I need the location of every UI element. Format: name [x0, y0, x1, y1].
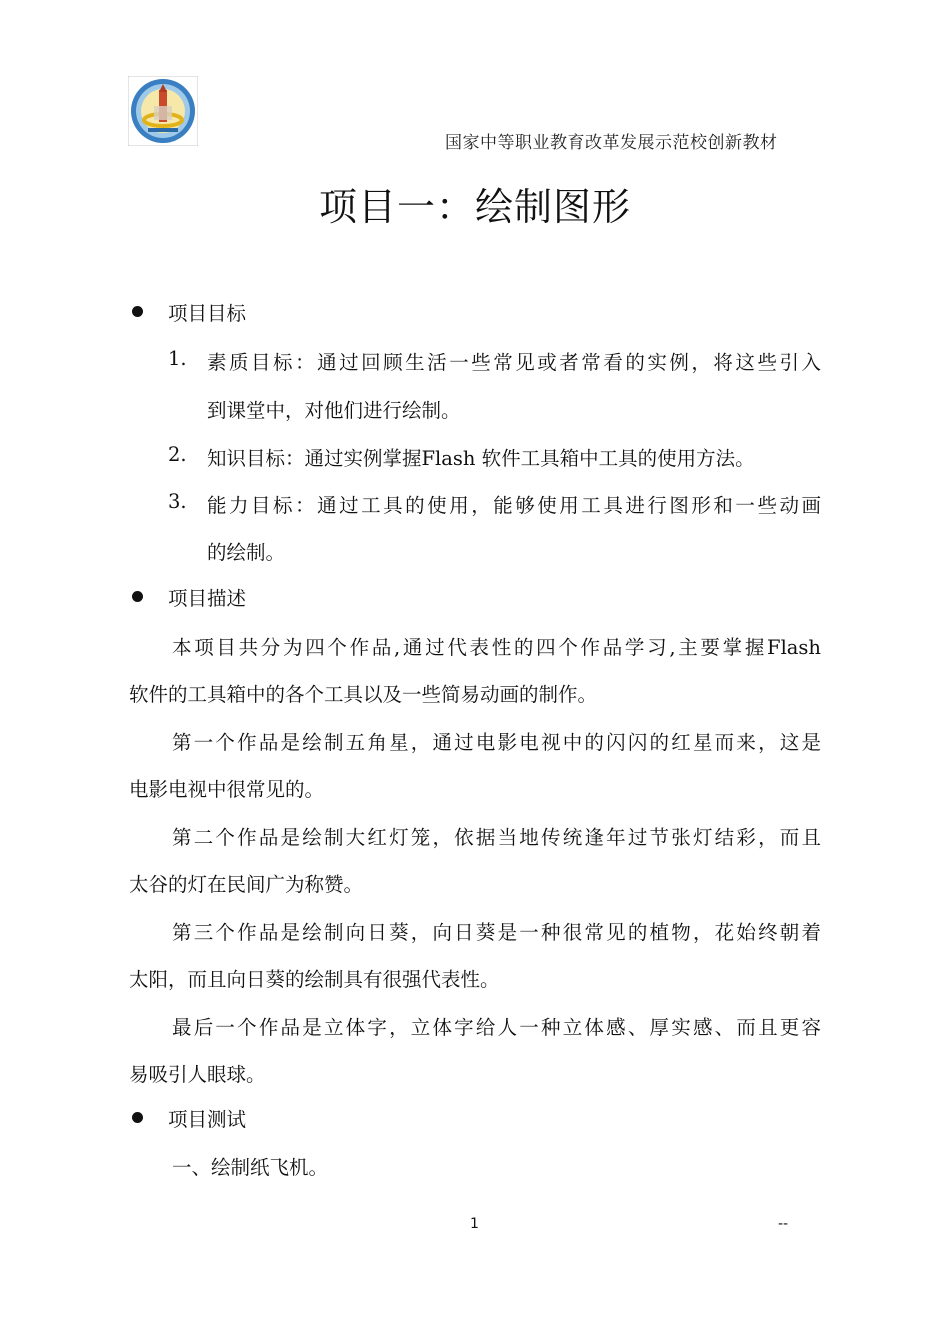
description-paragraph-4-line2: 太阳，而且向日葵的绘制具有很强代表性。 [129, 968, 500, 991]
school-emblem-logo [128, 76, 198, 146]
description-paragraph-4-line1: 第三个作品是绘制向日葵，向日葵是一种很常见的植物，花始终朝着 [172, 921, 821, 944]
bullet-icon [132, 306, 143, 317]
objective-1-line2: 到课堂中，对他们进行绘制。 [207, 399, 461, 422]
page-title: 项目一：绘制图形 [318, 185, 631, 229]
objective-number: 1. [168, 347, 187, 370]
objective-1-line1: 素质目标：通过回顾生活一些常见或者常看的实例，将这些引入 [207, 351, 821, 374]
description-paragraph-2-line2: 电影电视中很常见的。 [129, 778, 325, 801]
objective-3-line1: 能力目标：通过工具的使用，能够使用工具进行图形和一些动画 [207, 494, 821, 517]
bullet-icon [132, 591, 143, 602]
test-item: 一、绘制纸飞机。 [172, 1156, 329, 1179]
description-paragraph-3-line2: 太谷的灯在民间广为称赞。 [129, 873, 364, 896]
test-heading: 项目测试 [168, 1108, 247, 1131]
objective-number: 3. [168, 490, 187, 513]
footer-dash: -- [778, 1216, 789, 1232]
description-paragraph-1-line2: 软件的工具箱中的各个工具以及一些简易动画的制作。 [129, 683, 598, 706]
description-paragraph-3-line1: 第二个作品是绘制大红灯笼，依据当地传统逢年过节张灯结彩，而且 [172, 826, 821, 849]
objective-3-line2: 的绘制。 [207, 541, 286, 564]
header-school-text: 国家中等职业教育改革发展示范校创新教材 [445, 133, 778, 153]
bullet-icon [132, 1112, 143, 1123]
page-number: 1 [470, 1216, 479, 1232]
description-paragraph-5-line1: 最后一个作品是立体字，立体字给人一种立体感、厚实感、而且更容 [172, 1016, 821, 1039]
objective-2-line1: 知识目标：通过实例掌握Flash 软件工具箱中工具的使用方法。 [207, 447, 755, 470]
description-paragraph-2-line1: 第一个作品是绘制五角星，通过电影电视中的闪闪的红星而来，这是 [172, 731, 821, 754]
description-paragraph-5-line2: 易吸引人眼球。 [129, 1063, 266, 1086]
description-paragraph-1-line1: 本项目共分为四个作品,通过代表性的四个作品学习,主要掌握Flash [172, 636, 821, 659]
description-heading: 项目描述 [168, 587, 247, 610]
objectives-heading: 项目目标 [168, 302, 247, 325]
objective-number: 2. [168, 443, 187, 466]
